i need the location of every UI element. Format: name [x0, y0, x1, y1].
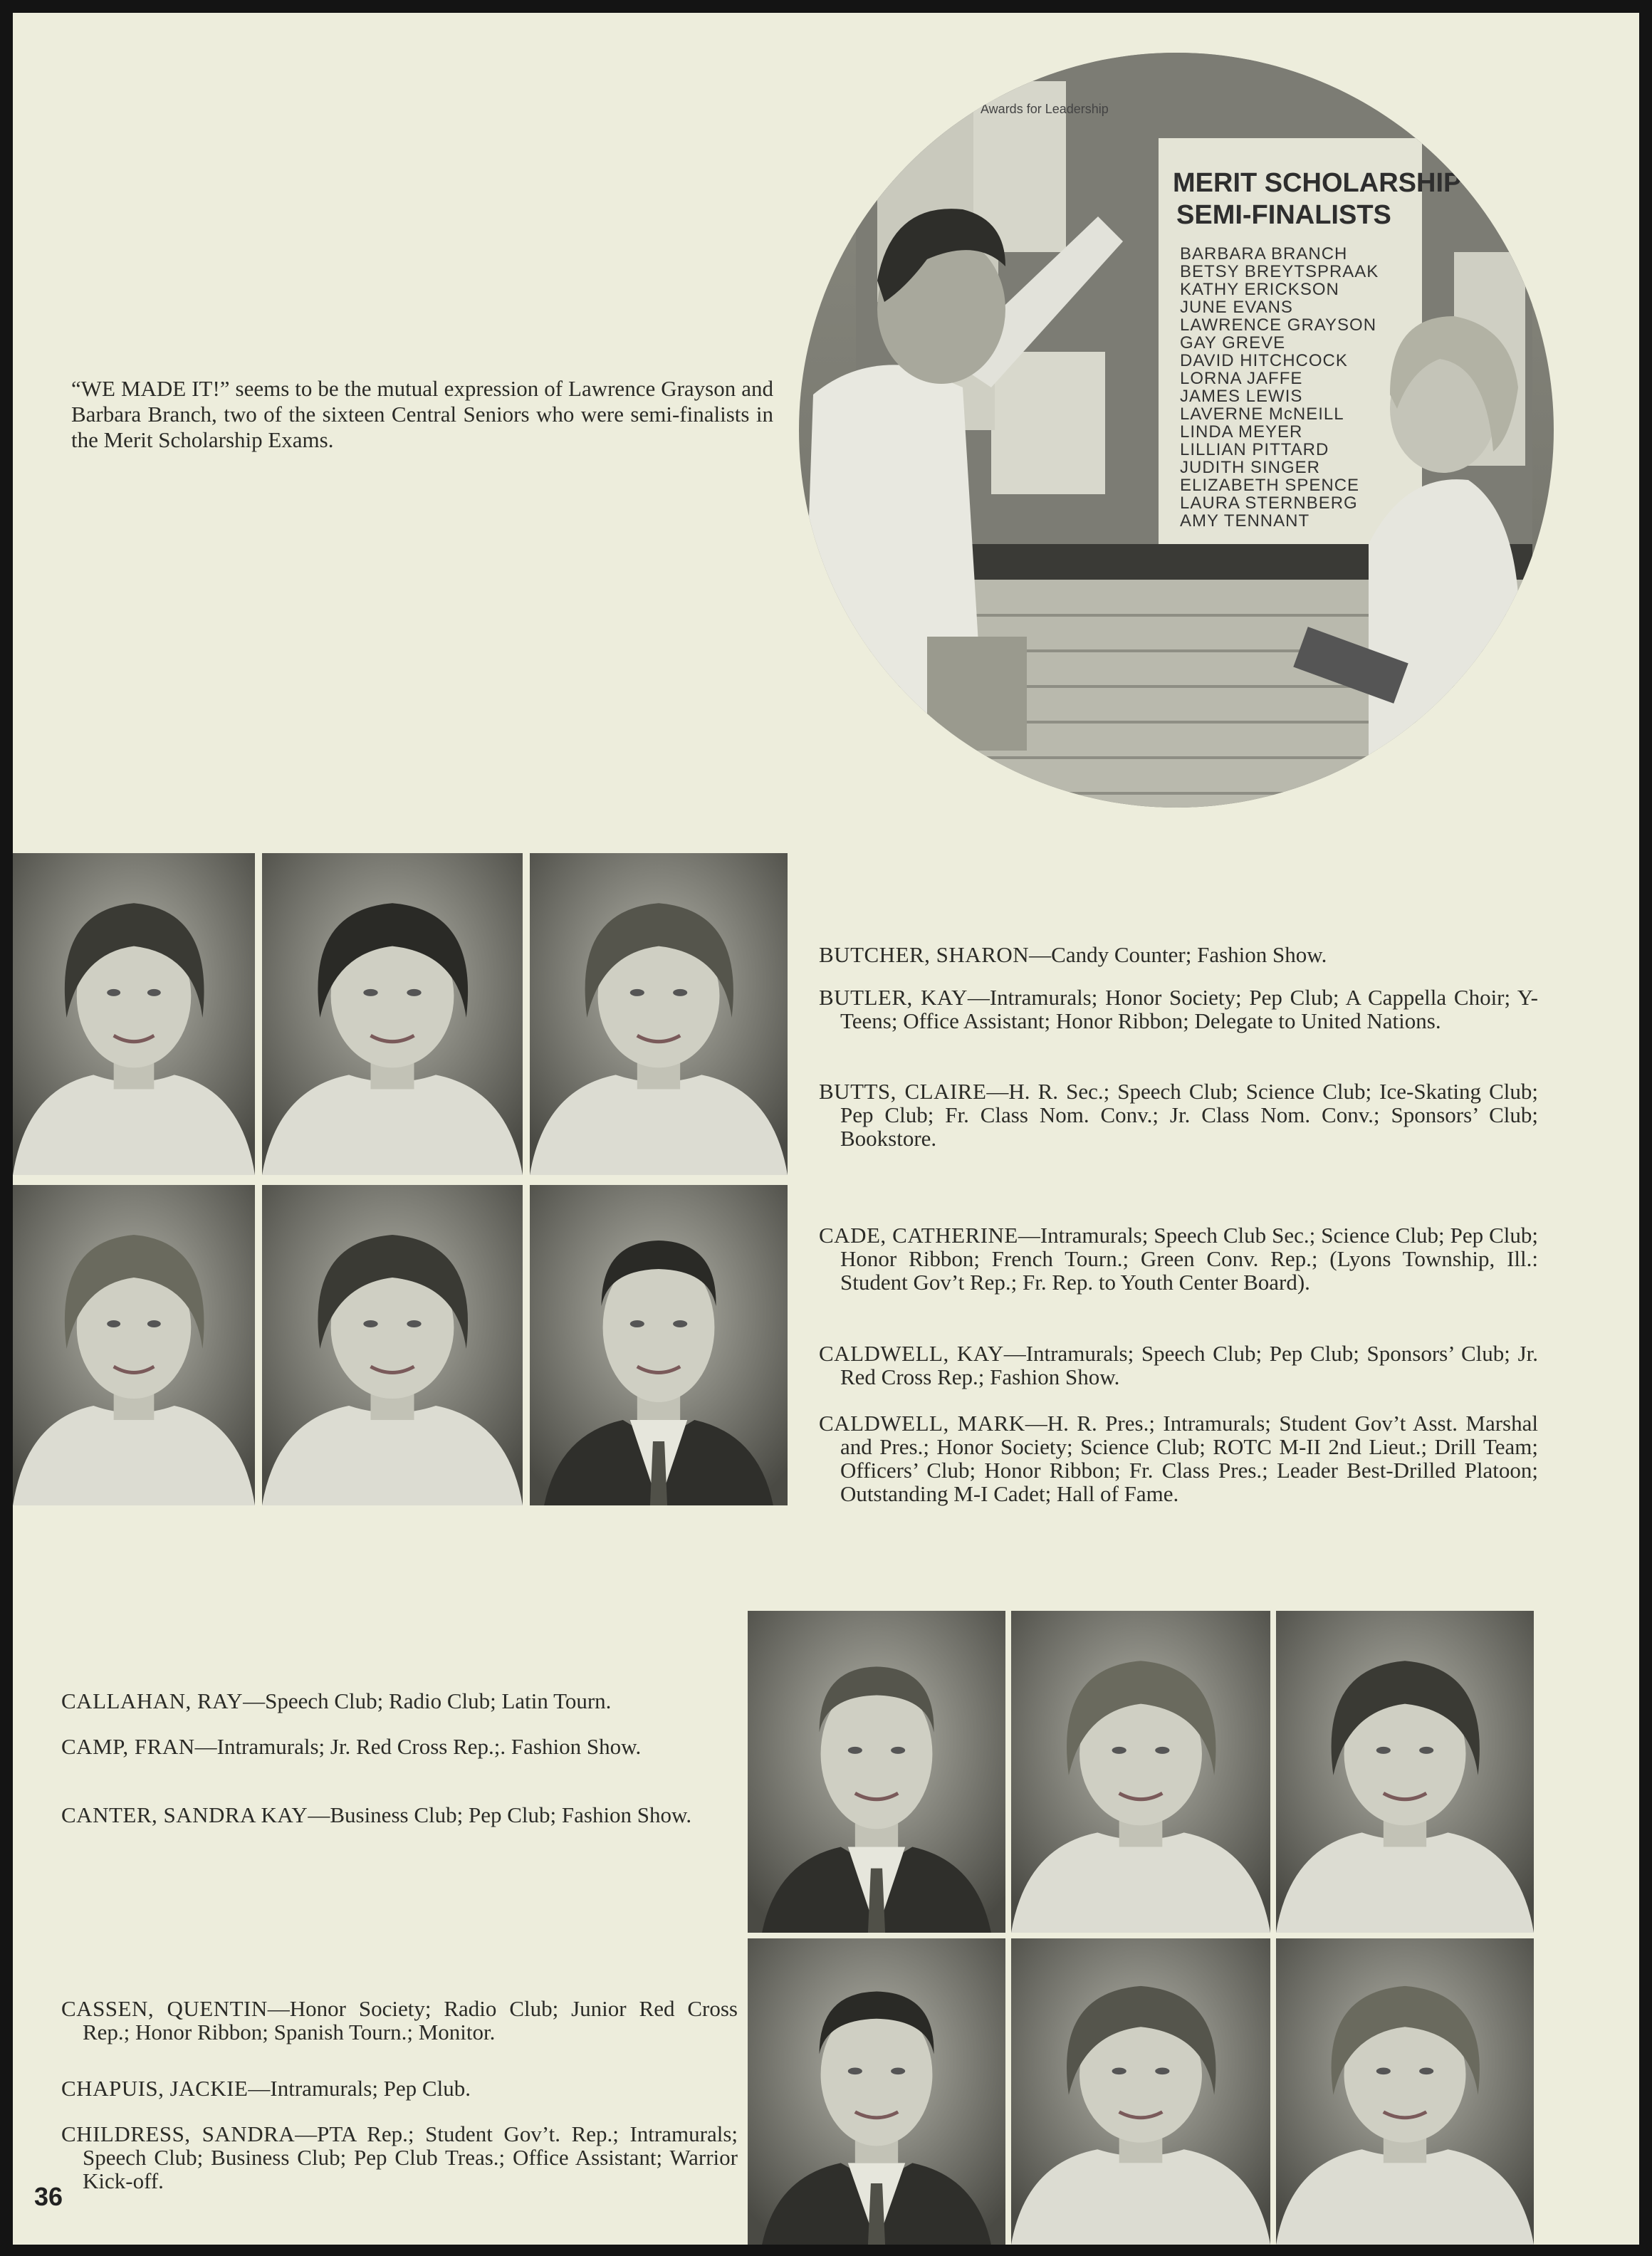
board-name: LAVERNE McNEILL — [1180, 404, 1344, 424]
board-name: KATHY ERICKSON — [1180, 280, 1339, 299]
board-name: JUDITH SINGER — [1180, 458, 1321, 477]
entry-canter: CANTER, SANDRA KAY—Business Club; Pep Club; Fashion Show. — [61, 1802, 692, 1827]
board-name: LAWRENCE GRAYSON — [1180, 315, 1377, 335]
board-name: BARBARA BRANCH — [1180, 244, 1348, 263]
poster-text: Awards for Leadership — [981, 102, 1109, 116]
senior-portrait — [1276, 1611, 1534, 1933]
page-number: 36 — [34, 2182, 63, 2211]
board-name: ELIZABETH SPENCE — [1180, 476, 1360, 495]
senior-portrait — [1011, 1611, 1270, 1933]
senior-portrait — [530, 853, 788, 1175]
board-name: JAMES LEWIS — [1180, 387, 1303, 406]
board-name: AMY TENNANT — [1180, 511, 1310, 531]
board-name: DAVID HITCHCOCK — [1180, 351, 1348, 370]
entry-caldwell-kay: CALDWELL, KAY—Intramurals; Speech Club; Pep Club; Sponsors’ Club; Jr. Red Cross Rep.; Fashion Show. — [819, 1341, 1538, 1389]
board-name: LINDA MEYER — [1180, 422, 1303, 442]
entry-callahan: CALLAHAN, RAY—Speech Club; Radio Club; Latin Tourn. — [61, 1688, 612, 1713]
entry-cassen: CASSEN, QUENTIN—Honor Society; Radio Club; Junior Red Cross Rep.; Honor Ribbon; Spanish Tourn.; Monitor. — [61, 1996, 738, 2044]
entry-cade: CADE, CATHERINE—Intramurals; Speech Club Sec.; Science Club; Pep Club; Honor Ribbon; French Tourn.; Green Conv. Rep.; (Lyons Township, Ill.: Student Gov’t Rep.; Fr. Rep. to Youth Center Board). — [819, 1223, 1538, 1295]
entry-camp: CAMP, FRAN—Intramurals; Jr. Red Cross Rep.;. Fashion Show. — [61, 1734, 642, 1759]
board-name: LILLIAN PITTARD — [1180, 440, 1329, 459]
senior-portrait — [748, 1611, 1005, 1933]
entry-childress: CHILDRESS, SANDRA—PTA Rep.; Student Gov’t. Rep.; Intramurals; Speech Club; Business Club; Pep Club Treas.; Office Assistant; Warrior Kick-off. — [61, 2121, 738, 2193]
senior-portrait — [530, 1185, 788, 1505]
merit-scholarship-photo — [799, 53, 1554, 808]
board-name: LAURA STERNBERG — [1180, 494, 1358, 513]
board-name: BETSY BREYTSPRAAK — [1180, 262, 1379, 281]
senior-portrait — [1011, 1938, 1270, 2245]
board-title-1: MERIT SCHOLARSHIP — [1173, 168, 1462, 198]
entry-chapuis: CHAPUIS, JACKIE—Intramurals; Pep Club. — [61, 2076, 471, 2101]
entry-butcher: BUTCHER, SHARON—Candy Counter; Fashion Show. — [819, 942, 1327, 967]
yearbook-page — [13, 13, 1639, 2245]
senior-portrait — [748, 1938, 1005, 2245]
entry-caldwell-mark: CALDWELL, MARK—H. R. Pres.; Intramurals; Student Gov’t Asst. Marshal and Pres.; Honor Society; Science Club; ROTC M-II 2nd Lieut.; Drill Team; Officers’ Club; Honor Ribbon; Fr. Class Pres.; Leader Best-Drilled Platoon; Outstanding M-I Cadet; Hall of Fame. — [819, 1411, 1538, 1506]
board-name: GAY GREVE — [1180, 333, 1286, 352]
board-name: LORNA JAFFE — [1180, 369, 1303, 388]
board-name: JUNE EVANS — [1180, 298, 1293, 317]
entry-butts: BUTTS, CLAIRE—H. R. Sec.; Speech Club; Science Club; Ice-Skating Club; Pep Club; Fr. Class Nom. Conv.; Jr. Class Nom. Conv.; Sponsors’ Club; Bookstore. — [819, 1079, 1538, 1151]
senior-portrait — [262, 1185, 523, 1505]
entry-butler: BUTLER, KAY—Intramurals; Honor Society; Pep Club; A Cappella Choir; Y-Teens; Office Assistant; Honor Ribbon; Delegate to United Nations. — [819, 985, 1538, 1033]
senior-portrait — [1276, 1938, 1534, 2245]
senior-portrait — [13, 853, 255, 1175]
board-title-2: SEMI-FINALISTS — [1176, 200, 1391, 230]
photo-caption: “WE MADE IT!” seems to be the mutual expression of Lawrence Grayson and Barbara Branch, two of the sixteen Central Seniors who were semi-finalists in the Merit Scholarship Exams. — [71, 376, 773, 452]
senior-portrait — [262, 853, 523, 1175]
senior-portrait — [13, 1185, 255, 1505]
